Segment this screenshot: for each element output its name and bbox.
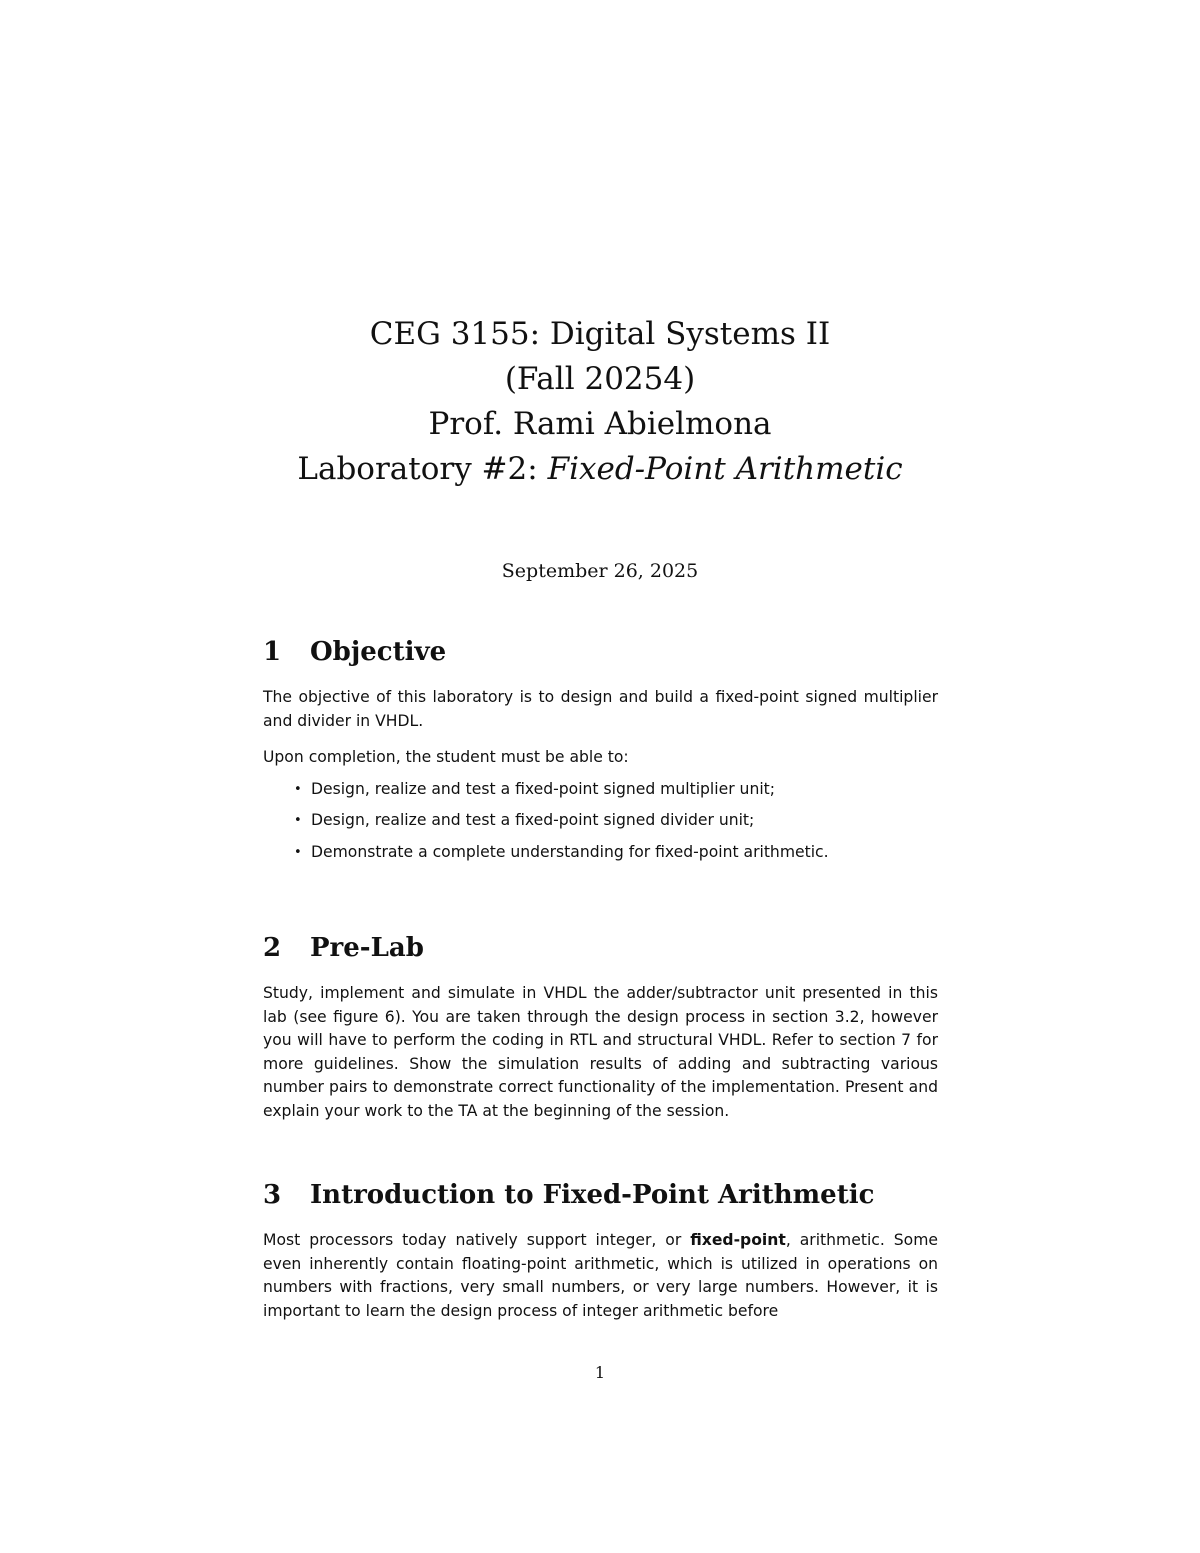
bullet-icon: • (294, 813, 302, 828)
section-title: Pre-Lab (310, 933, 424, 963)
prelab-paragraph: Study, implement and simulate in VHDL the adder/subtractor unit presented in this lab (see figure 6). You are taken through the design process in section 3.2, however you will have to perform the coding in RTL and structural VHDL. Refer to section 7 for more guidelines. Show the simulation results of adding and subtracting various number pairs to demonstrate correct functionality of the implementation. Present and explain your work to the TA at the beginning of the session. (263, 984, 938, 1120)
list-item: • Demonstrate a complete understanding for fixed-point arithmetic. (263, 841, 938, 865)
list-item: • Design, realize and test a fixed-point signed divider unit; (263, 809, 938, 833)
section-prelab (263, 931, 938, 1123)
document-date: September 26, 2025 (501, 560, 699, 582)
page-number: 1 (594, 1363, 606, 1382)
section-title: Objective (310, 637, 447, 667)
document-title (0, 312, 1200, 492)
term: (Fall 20254) (504, 361, 696, 397)
section-number: 3 (263, 1180, 282, 1210)
section-number: 2 (263, 933, 282, 963)
course-title: CEG 3155: Digital Systems II (369, 316, 831, 352)
section-title: Introduction to Fixed-Point Arithmetic (310, 1180, 875, 1210)
list-item: • Design, realize and test a fixed-point signed multiplier unit; (263, 778, 938, 802)
lab-title-prefix: Laboratory #2: (297, 451, 548, 487)
professor: Prof. Rami Abielmona (428, 406, 772, 442)
completion-paragraph: Upon completion, the student must be able to: (263, 748, 629, 766)
section-number: 1 (263, 637, 282, 667)
bullet-icon: • (294, 844, 302, 860)
fixed-point-term: fixed-point (690, 1231, 786, 1249)
lab-title (0, 447, 1200, 492)
intro-paragraph: Most processors today natively support integer, or fixed-point, arithmetic. Some even inherently contain floating-point arithmetic, which is utilized in operations on numbers with fractions, very small numbers, or very large numbers. However, it is important to learn the design process of integer arithmetic before (263, 1231, 938, 1320)
lab-title-topic: Fixed-Point Arithmetic (547, 451, 903, 487)
section-heading (263, 1178, 938, 1212)
section-heading (263, 635, 938, 669)
section-introduction (263, 1178, 938, 1323)
section-heading (263, 931, 938, 965)
section-objective (263, 635, 938, 864)
bullet-icon: • (294, 781, 302, 797)
objective-paragraph: The objective of this laboratory is to design and build a fixed-point signed multiplier and divider in VHDL. (263, 688, 938, 730)
objective-list (263, 778, 938, 865)
